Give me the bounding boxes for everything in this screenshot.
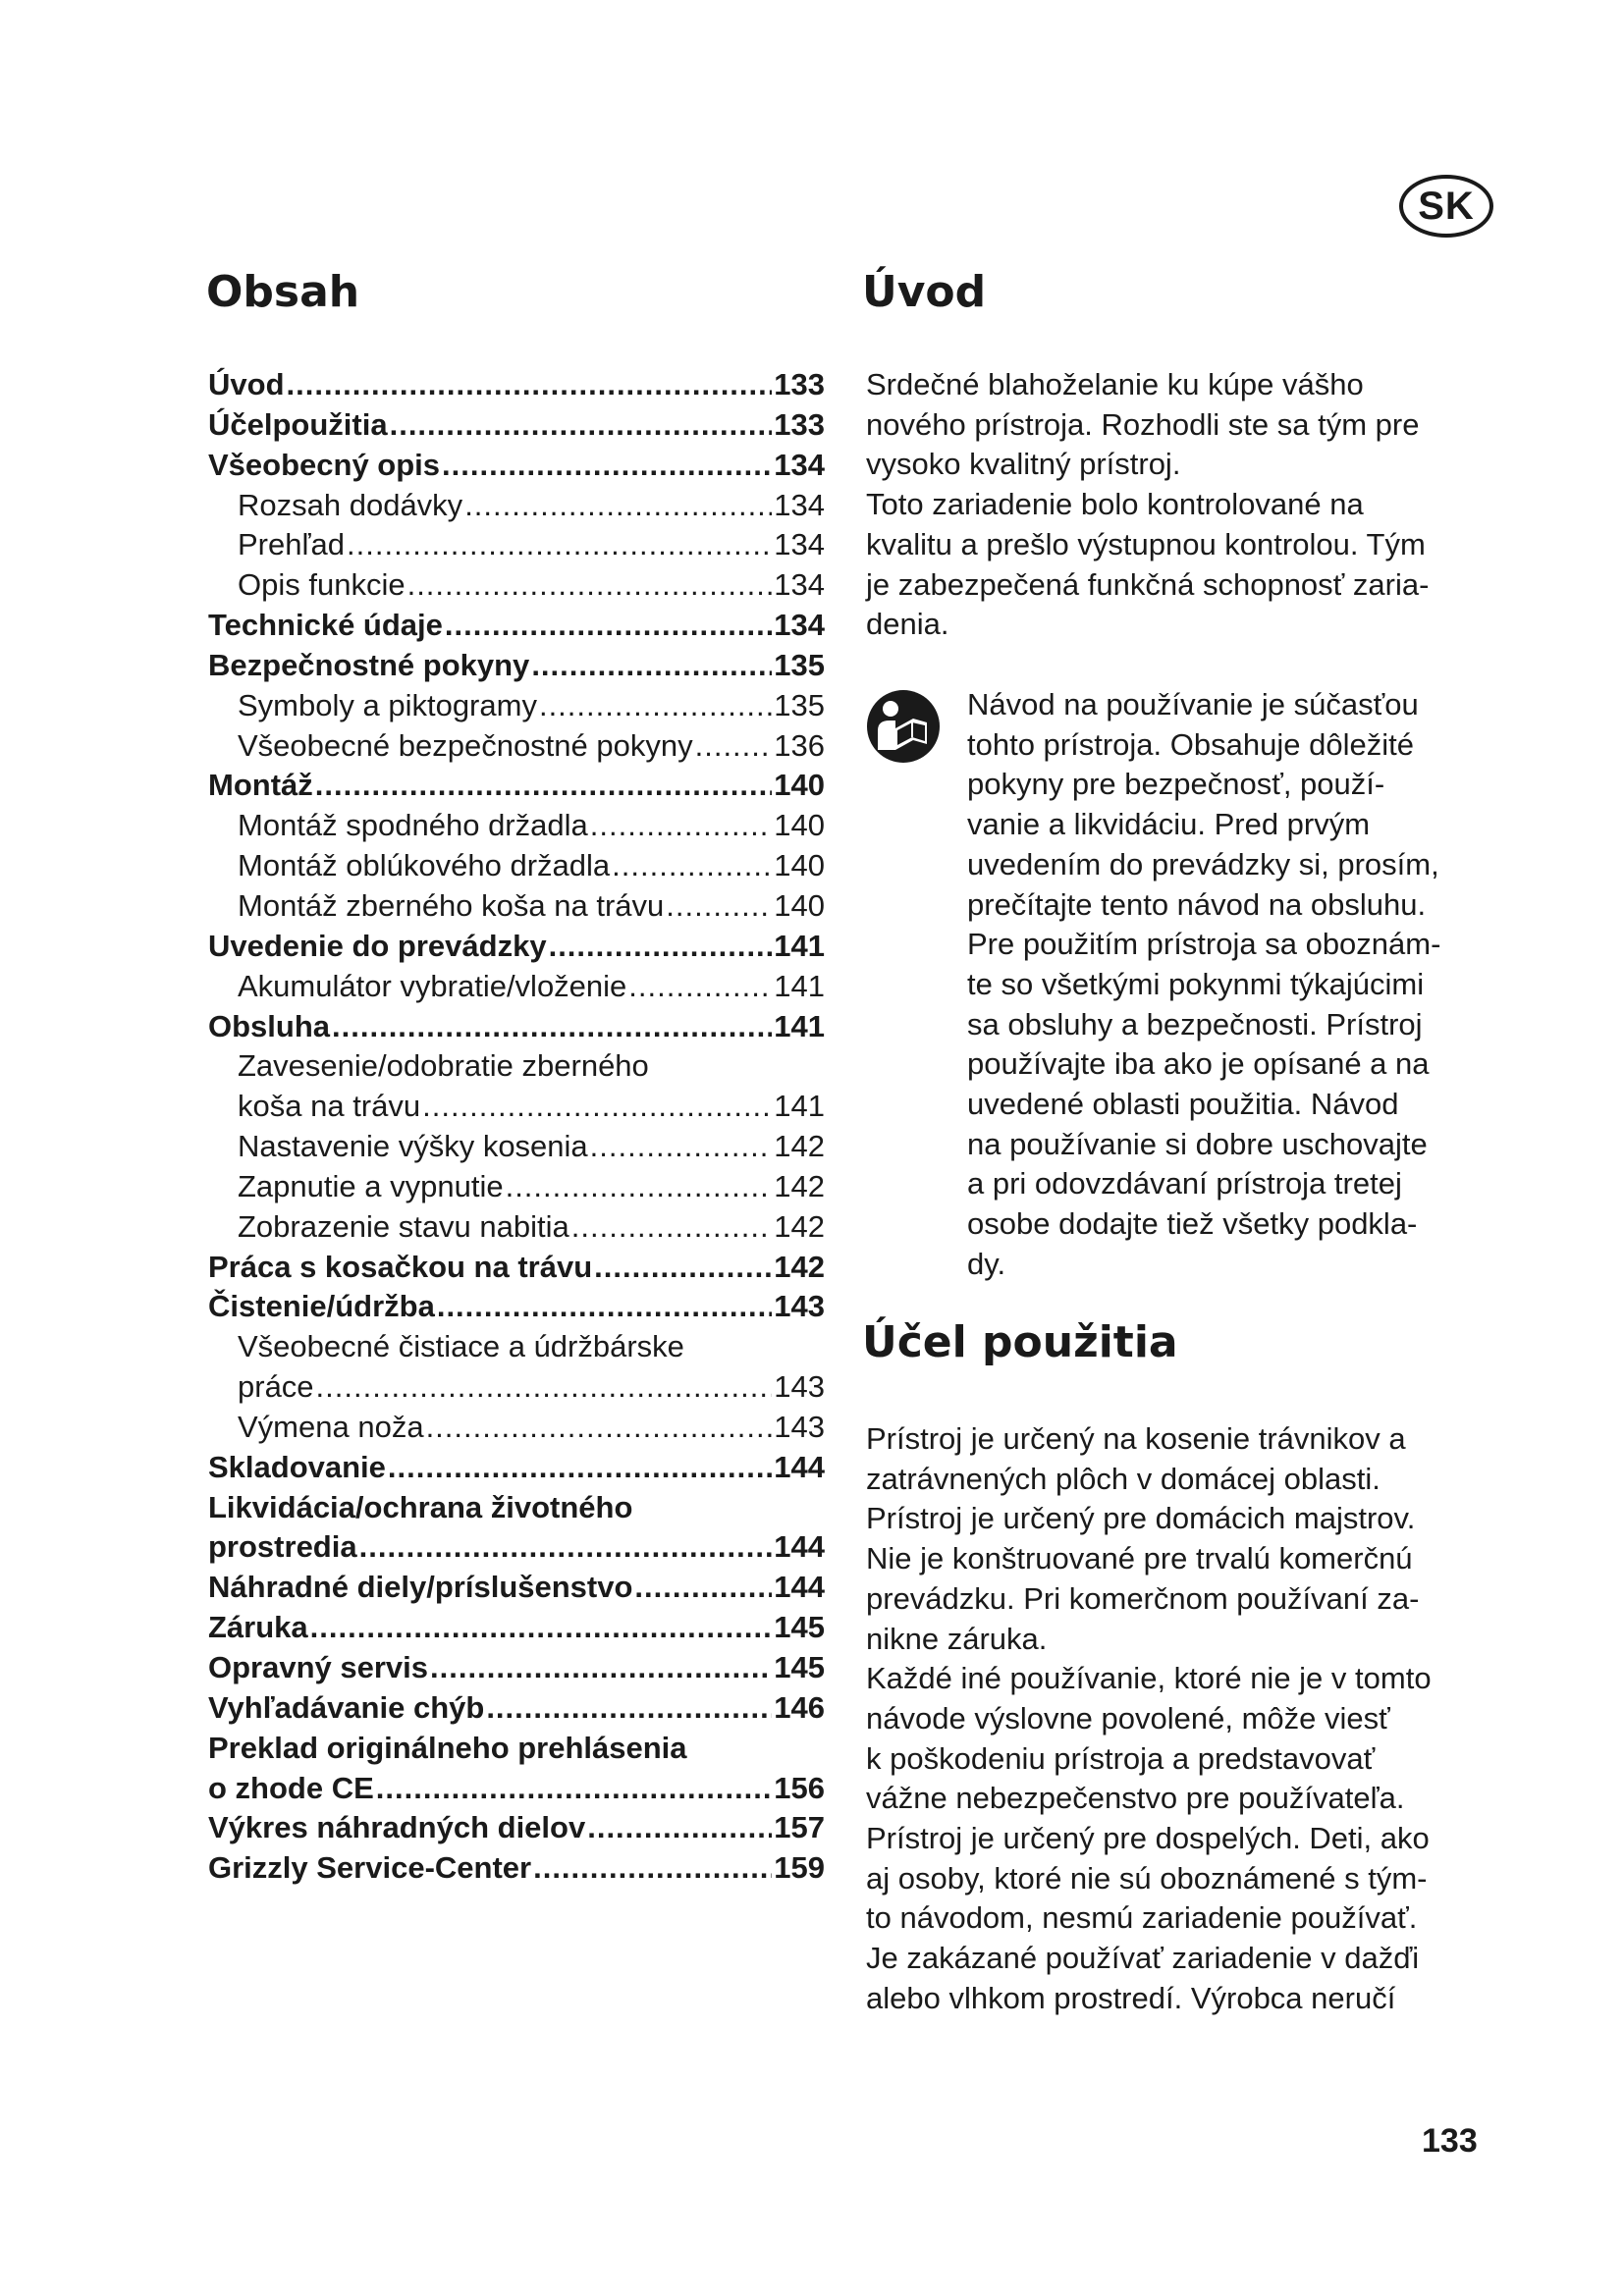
toc-page-number: 134 [774,608,825,643]
toc-page-number: 136 [774,727,825,763]
text-line: a pri odovzdávaní prístroja tretej [967,1166,1402,1201]
text-line: Prístroj je určený pre domácich majstrov. [866,1501,1416,1536]
toc-entry[interactable]: Práca s kosačkou na trávu ..... 142 [208,1248,825,1288]
toc-entry[interactable]: Účelpoužitia ..... 133 [208,405,825,446]
toc-page-number: 142 [774,1168,825,1203]
toc-page-number: 143 [774,1369,825,1405]
text-line: prevádzku. Pri komerčnom používaní za- [866,1580,1420,1616]
toc-entry[interactable]: Obsluha ..... 141 [208,1007,825,1047]
toc-title: Obsah [206,267,360,317]
toc-page-number: 135 [774,647,825,682]
toc-page-number: 140 [774,808,825,843]
toc-page-number: 134 [774,487,825,522]
toc-page-number: 142 [774,1249,825,1284]
intro-heading: Úvod [862,267,987,317]
text-line: používajte iba ako je opísané a na [967,1046,1430,1082]
text-line: Prístroj je určený na kosenie trávnikov a [866,1421,1406,1456]
text-line: sa obsluhy a bezpečnosti. Prístroj [967,1006,1423,1041]
toc-page-number: 145 [774,1650,825,1684]
toc-page-number: 142 [774,1129,825,1164]
text-line: Pre použitím prístroja sa oboznám- [967,927,1441,962]
text-line: pokyny pre bezpečnosť, použí- [967,767,1385,802]
toc-page-number: 157 [774,1810,825,1845]
text-line: Prístroj je určený pre dospelých. Deti, ako [866,1821,1430,1856]
toc-page-number: 134 [774,447,825,482]
toc-page-number: 133 [774,406,825,442]
text-line: uvedením do prevádzky si, prosím, [967,846,1439,881]
text-line: vysoko kvalitný prístroj. [866,447,1181,482]
toc-entry[interactable]: Prehľad ..... 134 [208,525,825,565]
toc-page-number: 144 [774,1449,825,1484]
toc-page-number: 133 [774,367,825,401]
toc-entry[interactable]: Vyhľadávanie chýb ..... 146 [208,1688,825,1729]
toc-page-number: 143 [774,1409,825,1444]
toc-entry[interactable]: Montáž spodného držadla ..... 140 [208,806,825,846]
toc-page-number: 140 [774,887,825,923]
toc-entry[interactable]: Grizzly Service-Center ..... 159 [208,1848,825,1889]
toc-entry[interactable]: Zapnutie a vypnutie ..... 142 [208,1167,825,1207]
toc-entry-line: Preklad originálneho prehlásenia [208,1730,687,1765]
text-line: Každé iné používanie, ktoré nie je v tomto [866,1661,1432,1696]
read-manual-icon [866,689,941,764]
text-line: Nie je konštruované pre trvalú komerčnú [866,1541,1413,1576]
toc-entry[interactable]: Skladovanie ..... 144 [208,1448,825,1488]
toc-entry[interactable]: Úvod ..... 133 [208,365,825,405]
purpose-heading: Účel použitia [862,1317,1178,1367]
toc-entry[interactable]: Čistenie/údržba ..... 143 [208,1287,825,1327]
toc-entry[interactable]: Bezpečnostné pokyny ..... 135 [208,646,825,686]
toc-page-number: 143 [774,1289,825,1324]
toc-page-number: 141 [774,968,825,1003]
text-line: prečítajte tento návod na obsluhu. [967,886,1427,922]
toc-entry[interactable]: Záruka ..... 145 [208,1608,825,1648]
text-line: tohto prístroja. Obsahuje dôležité [967,726,1414,762]
toc-page-number: 145 [774,1610,825,1645]
toc-entry[interactable]: Opravný servis ..... 145 [208,1648,825,1688]
toc-entry[interactable]: Náhradné diely/príslušenstvo ..... 144 [208,1568,825,1608]
toc-page-number: 142 [774,1208,825,1244]
toc-entry[interactable]: Montáž zberného koša na trávu ..... 140 [208,886,825,927]
toc-entry-line: Všeobecné čistiace a údržbárske [238,1329,684,1364]
toc-entry[interactable]: Výmena noža ..... 143 [208,1408,825,1448]
manual-note [967,685,1488,1285]
toc-entry[interactable]: Akumulátor vybratie/vloženie ..... 141 [208,967,825,1007]
toc-page-number: 159 [774,1850,825,1886]
toc-page-number: 134 [774,567,825,603]
text-line: to návodom, nesmú zariadenie používať. [866,1900,1418,1936]
text-line: Návod na používanie je súčasťou [967,687,1419,721]
text-line: alebo vlhkom prostredí. Výrobca neručí [866,1980,1396,2015]
text-line: kvalitu a prešlo výstupnou kontrolou. Tým [866,526,1426,561]
text-line: vážne nebezpečenstvo pre používateľa. [866,1781,1405,1816]
toc-page-number: 141 [774,1089,825,1124]
text-line: vanie a likvidáciu. Pred prvým [967,807,1371,842]
toc-entry[interactable]: Uvedenie do prevádzky ..... 141 [208,927,825,967]
toc-page-number: 146 [774,1689,825,1725]
text-line: Srdečné blahoželanie ku kúpe vášho [866,367,1364,401]
toc-page-number: 156 [774,1770,825,1805]
text-line: na používanie si dobre uschovajte [967,1126,1428,1161]
toc-entry[interactable]: koša na trávu ..... 141 [208,1087,825,1127]
purpose-paragraph [866,1419,1485,2019]
text-line: k poškodeniu prístroja a predstavovať [866,1740,1376,1776]
toc-page-number: 134 [774,527,825,562]
text-line: nového prístroja. Rozhodli ste sa tým pre [866,406,1420,442]
text-line: denia. [866,607,949,642]
toc-page-number: 140 [774,848,825,883]
toc-entry-line: Zavesenie/odobratie zberného [238,1048,649,1084]
text-line: Je zakázané používať zariadenie v dažďi [866,1941,1420,1976]
toc-entry[interactable]: o zhode CE ..... 156 [208,1769,825,1809]
text-line: te so všetkými pokynmi týkajúcimi [967,966,1425,1001]
toc-entry-line: Likvidácia/ochrana životného [208,1489,633,1524]
toc-entry[interactable]: Technické údaje ..... 134 [208,606,825,646]
text-line: zatrávnených plôch v domácej oblasti. [866,1461,1380,1496]
text-line: uvedené oblasti použitia. Návod [967,1087,1399,1122]
text-line: nikne záruka. [866,1621,1048,1656]
toc-entry[interactable]: Zobrazenie stavu nabitia ..... 142 [208,1207,825,1248]
intro-paragraph [866,365,1485,645]
text-line: aj osoby, ktoré nie sú oboznámené s tým- [866,1860,1428,1896]
toc-entry[interactable]: Montáž oblúkového držadla ..... 140 [208,846,825,886]
toc-entry[interactable]: Montáž ..... 140 [208,766,825,806]
text-line: je zabezpečená funkčná schopnosť zaria- [866,566,1430,602]
text-line: Toto zariadenie bolo kontrolované na [866,487,1364,522]
toc-page-number: 141 [774,928,825,963]
toc-entry[interactable]: prostredia ..... 144 [208,1527,825,1568]
text-line: osobe dodajte tiež všetky podkla- [967,1206,1418,1242]
table-of-contents [208,365,825,1889]
toc-page-number: 141 [774,1008,825,1043]
toc-entry[interactable]: práce ..... 143 [208,1367,825,1408]
toc-page-number: 135 [774,687,825,722]
toc-page-number: 144 [774,1570,825,1605]
text-line: návode výslovne povolené, môže viesť [866,1700,1390,1735]
toc-entry[interactable]: Všeobecné bezpečnostné pokyny ..... 136 [208,726,825,767]
toc-entry[interactable]: Symboly a piktogramy ..... 135 [208,686,825,726]
language-badge: SK [1399,175,1493,238]
toc-entry[interactable]: Výkres náhradných dielov ..... 157 [208,1808,825,1848]
toc-entry[interactable]: Nastavenie výšky kosenia ..... 142 [208,1127,825,1167]
toc-entry[interactable]: Rozsah dodávky ..... 134 [208,486,825,526]
text-line: dy. [967,1246,1006,1281]
toc-entry[interactable]: Všeobecný opis ..... 134 [208,446,825,486]
toc-page-number: 144 [774,1529,825,1565]
toc-page-number: 140 [774,768,825,803]
page-number: 133 [1422,2122,1478,2160]
toc-entry[interactable]: Opis funkcie ..... 134 [208,565,825,606]
